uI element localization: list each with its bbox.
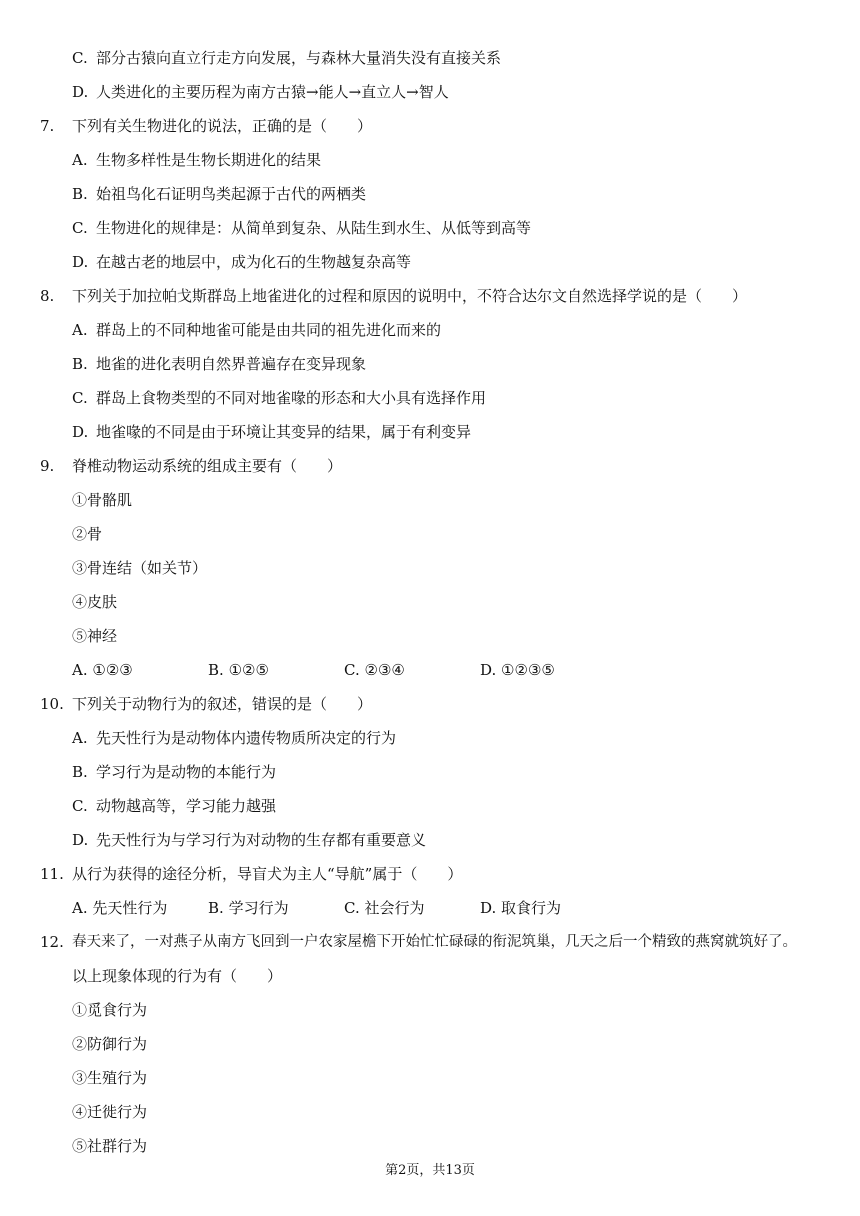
q12-stem: 春天来了，一对燕子从南方飞回到一户农家屋檐下开始忙忙碌碌的衔泥筑巢，几天之后一个精致的燕窝就筑好了。 bbox=[72, 934, 797, 950]
q12-item-2: ②防御行为 bbox=[72, 1035, 148, 1053]
q12-item-3: ③生殖行为 bbox=[72, 1069, 148, 1087]
q6-option-c: C. 部分古猿向直立行走方向发展，与森林大量消失没有直接关系 bbox=[72, 49, 502, 67]
q9-item-3: ③骨连结（如关节） bbox=[72, 559, 208, 577]
q9-option-c: C. ②③④ bbox=[344, 661, 405, 679]
q11-option-a: A. 先天性行为 bbox=[72, 899, 168, 917]
q7-stem: 下列有关生物进化的说法，正确的是（ ） bbox=[72, 117, 373, 135]
q9-stem: 脊椎动物运动系统的组成主要有（ ） bbox=[72, 457, 343, 475]
q10-stem: 下列关于动物行为的叙述，错误的是（ ） bbox=[72, 695, 373, 713]
q8-option-b: B. 地雀的进化表明自然界普遍存在变异现象 bbox=[72, 355, 367, 373]
q9-number: 9. bbox=[40, 457, 55, 475]
q9-item-4: ④皮肤 bbox=[72, 593, 118, 611]
q12-item-4: ④迁徙行为 bbox=[72, 1103, 148, 1121]
q7-option-d: D. 在越古老的地层中，成为化石的生物越复杂高等 bbox=[72, 253, 412, 271]
q12-stem-continued: 以上现象体现的行为有（ ） bbox=[72, 967, 283, 985]
q8-option-a: A. 群岛上的不同种地雀可能是由共同的祖先进化而来的 bbox=[72, 321, 442, 339]
q7-option-b: B. 始祖鸟化石证明鸟类起源于古代的两栖类 bbox=[72, 185, 367, 203]
q11-stem: 从行为获得的途径分析，导盲犬为主人“导航”属于（ ） bbox=[72, 865, 463, 883]
page-footer: 第2页，共13页 bbox=[385, 1163, 475, 1178]
q8-option-d: D. 地雀喙的不同是由于环境让其变异的结果，属于有利变异 bbox=[72, 423, 472, 441]
q9-item-2: ②骨 bbox=[72, 525, 103, 543]
q11-options-row bbox=[72, 898, 772, 918]
q11-option-d: D. 取食行为 bbox=[480, 899, 562, 917]
q9-item-1: ①骨骼肌 bbox=[72, 491, 133, 509]
q12-item-5: ⑤社群行为 bbox=[72, 1137, 148, 1155]
q9-options-row bbox=[72, 660, 772, 680]
q12-number: 12. bbox=[40, 933, 64, 951]
q7-option-c: C. 生物进化的规律是：从简单到复杂、从陆生到水生、从低等到高等 bbox=[72, 219, 532, 237]
q7-option-a: A. 生物多样性是生物长期进化的结果 bbox=[72, 151, 322, 169]
q9-item-5: ⑤神经 bbox=[72, 627, 118, 645]
q8-option-c: C. 群岛上食物类型的不同对地雀喙的形态和大小具有选择作用 bbox=[72, 389, 487, 407]
q9-option-a: A. ①②③ bbox=[72, 661, 133, 679]
q8-stem: 下列关于加拉帕戈斯群岛上地雀进化的过程和原因的说明中，不符合达尔文自然选择学说的是（ ） bbox=[72, 287, 748, 305]
q10-option-c: C. 动物越高等，学习能力越强 bbox=[72, 797, 277, 815]
q11-option-b: B. 学习行为 bbox=[208, 899, 289, 917]
q10-option-b: B. 学习行为是动物的本能行为 bbox=[72, 763, 277, 781]
q9-option-d: D. ①②③⑤ bbox=[480, 661, 555, 679]
q11-option-c: C. 社会行为 bbox=[344, 899, 425, 917]
q9-option-b: B. ①②⑤ bbox=[208, 661, 269, 679]
q8-number: 8. bbox=[40, 287, 55, 305]
q12-item-1: ①觅食行为 bbox=[72, 1001, 148, 1019]
q10-option-a: A. 先天性行为是动物体内遗传物质所决定的行为 bbox=[72, 729, 397, 747]
q11-number: 11. bbox=[40, 865, 64, 883]
q10-number: 10. bbox=[40, 695, 64, 713]
q7-number: 7. bbox=[40, 117, 55, 135]
q10-option-d: D. 先天性行为与学习行为对动物的生存都有重要意义 bbox=[72, 831, 427, 849]
q6-option-d: D. 人类进化的主要历程为南方古猿→能人→直立人→智人 bbox=[72, 83, 449, 101]
